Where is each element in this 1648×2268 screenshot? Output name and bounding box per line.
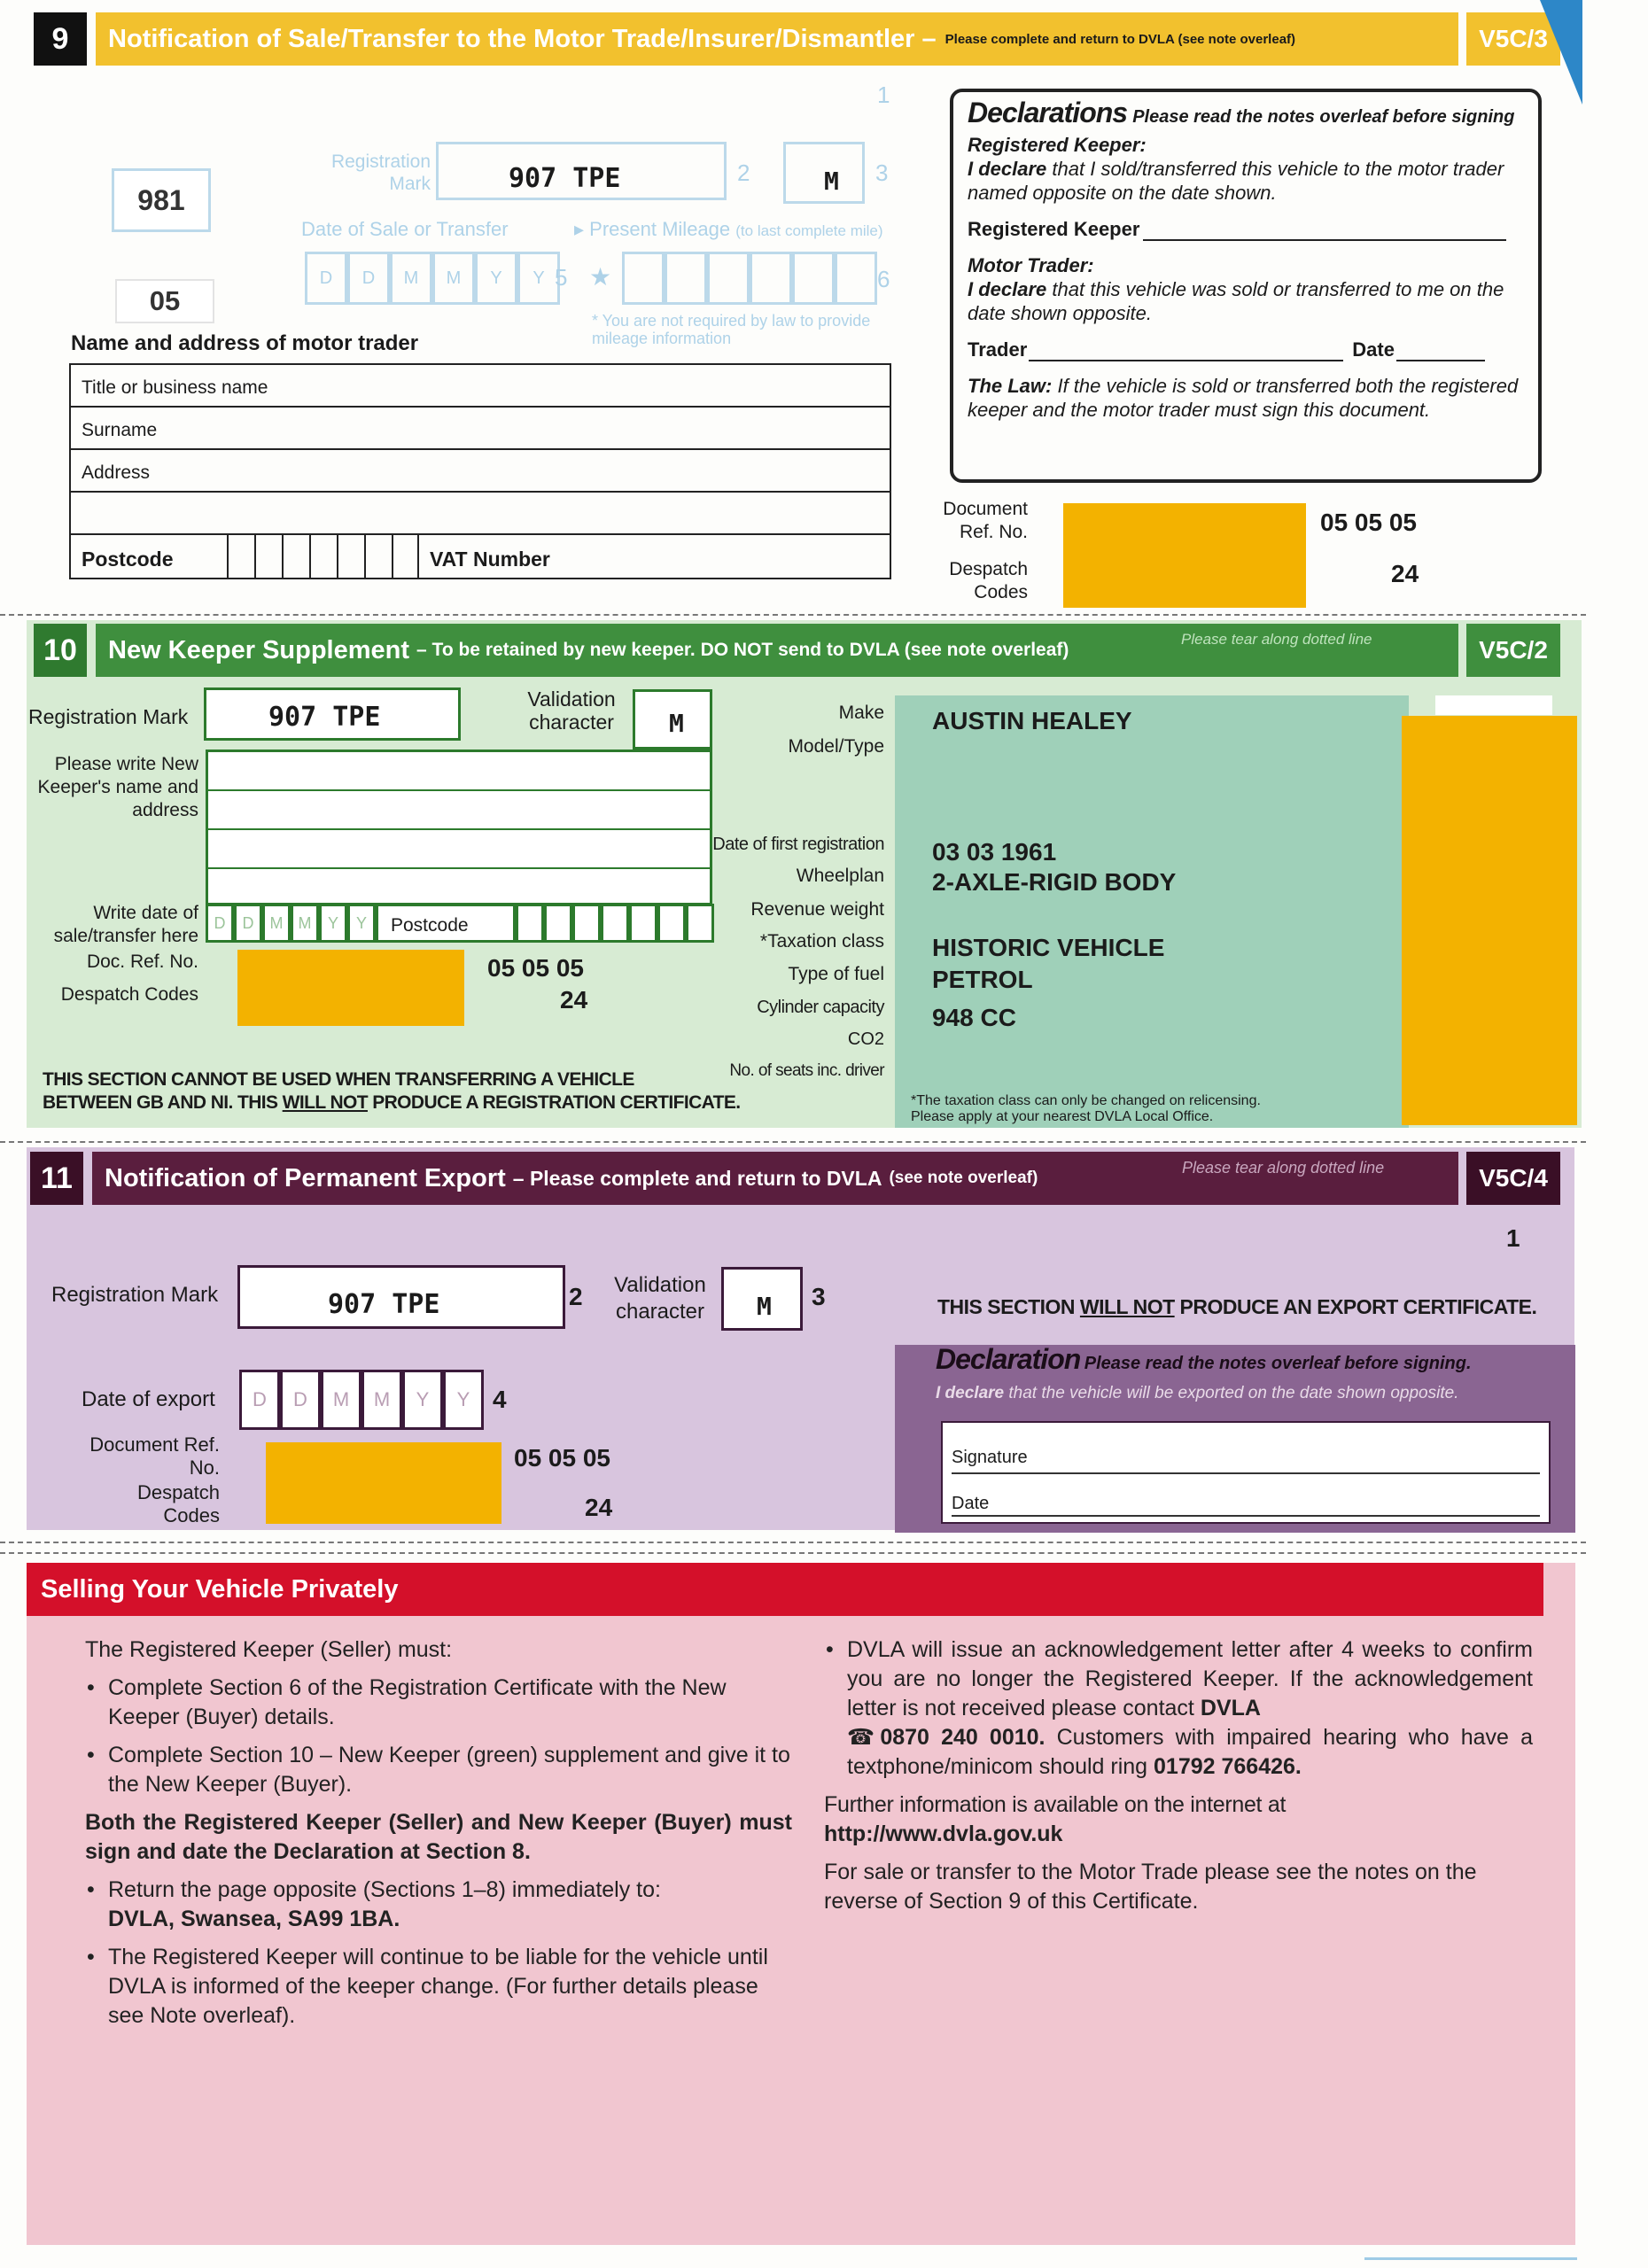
new-keeper-address-box[interactable] — [206, 750, 712, 905]
export-signature-box — [941, 1421, 1551, 1524]
doc-ref-value-10: 05 05 05 — [487, 954, 584, 982]
title-label: Title or business name — [82, 377, 268, 398]
validation-value-9: M — [824, 167, 839, 196]
vehicle-details-panel — [895, 695, 1409, 1128]
further-info: Further information is available on the internet at — [824, 1792, 1287, 1817]
export-y1[interactable]: Y — [402, 1370, 443, 1430]
doc-ref-label-11: Document Ref. No. — [89, 1433, 220, 1479]
despatch-value-9: 24 — [1391, 560, 1419, 587]
rk-declare: I declare — [968, 158, 1047, 180]
selling-both-sign: Both the Registered Keeper (Seller) and New Keeper (Buyer) must sign and date the Declaration at Section 8. — [85, 1810, 792, 1864]
mt-declare-text: that this vehicle was sold or transferred to me on the date shown opposite. — [968, 278, 1504, 324]
postcode-box-10-1[interactable] — [516, 904, 544, 943]
no-cert-will-not: WILL NOT — [1079, 1295, 1175, 1318]
rk-declare-text: that I sold/transferred this vehicle to the motor trader named opposite on the date shown. — [968, 158, 1504, 204]
warning-line-2a: BETWEEN GB AND NI. THIS — [43, 1092, 283, 1113]
date10-d1[interactable]: D — [206, 904, 234, 943]
taxation-class-label: *Taxation class — [759, 931, 884, 951]
transfer-warning — [43, 1068, 741, 1115]
section-11-subtitle2: (see note overleaf) — [889, 1169, 1038, 1187]
postcode-box-10-4[interactable] — [601, 904, 629, 943]
wheelplan-value: 2-AXLE-RIGID BODY — [932, 868, 1177, 896]
dvla-url[interactable]: http://www.dvla.gov.uk — [824, 1821, 1063, 1846]
date10-m1[interactable]: M — [262, 904, 291, 943]
mileage-sub-label: (to last complete mile) — [735, 222, 883, 239]
declarations-box-9 — [950, 89, 1542, 483]
redacted-block-11 — [266, 1442, 501, 1524]
postcode-box-10-2[interactable] — [544, 904, 572, 943]
validation-label-11: Validation character — [614, 1273, 706, 1324]
wheelplan-label: Wheelplan — [796, 866, 884, 886]
motor-trade-note: For sale or transfer to the Motor Trade please see the notes on the reverse of Section 9 of this Certificate. — [824, 1860, 1477, 1914]
doc-ref-label-9: Document Ref. No. — [943, 499, 1028, 542]
section-10-code: V5C/2 — [1466, 624, 1560, 677]
first-reg-value: 03 03 1961 — [932, 838, 1057, 866]
minicom-number: 01792 766426. — [1154, 1754, 1302, 1779]
first-reg-label: Date of first registration — [712, 835, 884, 854]
date-boxes-10[interactable] — [206, 904, 714, 943]
warning-line-2b: PRODUCE A REGISTRATION CERTIFICATE. — [367, 1092, 741, 1113]
date-digit-d2[interactable]: D — [347, 252, 390, 305]
num-2-11: 2 — [569, 1283, 583, 1310]
despatch-value-10: 24 — [560, 986, 588, 1014]
export-y2[interactable]: Y — [443, 1370, 484, 1430]
present-mileage-label: ▸ Present Mileage (to last complete mile) — [574, 218, 883, 240]
date-digit-m1[interactable]: M — [390, 252, 432, 305]
taxation-class-value: HISTORIC VEHICLE — [932, 934, 1165, 961]
trader-table — [69, 363, 891, 579]
doc-ref-label-10: Doc. Ref. No. — [86, 951, 198, 972]
tear-line-2 — [0, 1141, 1586, 1143]
despatch-label-9: Despatch Codes — [949, 559, 1028, 602]
despatch-label-11: Despatch Codes — [137, 1481, 220, 1526]
no-cert-b: PRODUCE AN EXPORT CERTIFICATE. — [1174, 1295, 1537, 1318]
warning-line-1: THIS SECTION CANNOT BE USED WHEN TRANSFERRING A VEHICLE — [43, 1069, 634, 1090]
reg-mark-value-10: 907 TPE — [268, 702, 381, 733]
section-11-header — [92, 1152, 1458, 1205]
validation-label-10: Validation character — [527, 687, 616, 734]
reg-mark-value-9: 907 TPE — [509, 163, 621, 194]
selling-header — [27, 1563, 1543, 1616]
section-9-code: V5C/3 — [1466, 12, 1560, 66]
export-m1[interactable]: M — [321, 1370, 361, 1430]
surname-label: Surname — [82, 420, 158, 440]
date-of-sale-label: Date of Sale or Transfer — [301, 218, 509, 240]
num-3-9: 3 — [875, 159, 889, 186]
signature-label: Signature — [952, 1448, 1028, 1467]
doc-ref-value-11: 05 05 05 — [514, 1444, 610, 1472]
selling-bullet-3 — [85, 1876, 792, 1934]
trader-date-label: Date — [1352, 338, 1395, 361]
bottom-edge-mark — [1364, 2257, 1577, 2260]
selling-bullet-1-text: Complete Section 6 of the Registration Certificate with the New Keeper (Buyer) details. — [108, 1675, 727, 1729]
export-declaration-subtitle: Please read the notes overleaf before signing. — [1084, 1354, 1472, 1373]
postcode-label-10: Postcode — [376, 904, 516, 943]
selling-bullet-4 — [85, 1943, 792, 2031]
rk-sig-label: Registered Keeper — [968, 218, 1140, 240]
trader-title-row[interactable] — [71, 365, 890, 408]
validation-value-11: M — [757, 1292, 772, 1321]
selling-right-column — [824, 1635, 1533, 1925]
phone-icon: ☎ — [847, 1725, 881, 1750]
tear-note-10: Please tear along dotted line — [1181, 631, 1372, 648]
fuel-type-label: Type of fuel — [788, 964, 884, 984]
mt-heading: Motor Trader: — [968, 254, 1094, 276]
export-declaration-title: Declaration — [936, 1343, 1081, 1375]
reg-mark-label-10: Registration Mark — [28, 705, 189, 728]
date-of-sale-boxes[interactable] — [305, 252, 560, 305]
new-keeper-label: Please write New Keeper's name and address — [37, 754, 198, 820]
taxation-note — [911, 1093, 1261, 1125]
export-m2[interactable]: M — [361, 1370, 402, 1430]
signature-line[interactable] — [952, 1472, 1540, 1474]
make-value: AUSTIN HEALEY — [932, 707, 1132, 734]
date-export-boxes[interactable] — [239, 1370, 484, 1430]
trader-address-row-2[interactable] — [71, 493, 890, 535]
section-9-ghost-1: 1 — [877, 82, 890, 108]
ack-letter-text: DVLA will issue an acknowledgement letter after 4 weeks to confirm you are no longer the Registered Keeper. If the acknowledgement letter is not received please contact — [847, 1637, 1533, 1720]
cylinder-label: Cylinder capacity — [757, 998, 884, 1017]
despatch-value-11: 24 — [585, 1494, 613, 1521]
section-11-page-num: 1 — [1506, 1224, 1520, 1252]
law-heading: The Law: — [968, 375, 1053, 397]
fuel-type-value: PETROL — [932, 966, 1033, 993]
trader-surname-row[interactable] — [71, 408, 890, 450]
co2-label: CO2 — [847, 1029, 884, 1049]
reg-mark-value-11: 907 TPE — [328, 1289, 440, 1320]
postcode-box-10-3[interactable] — [572, 904, 601, 943]
minicom-text: Customers with impaired hearing who have a textphone/minicom should ring — [847, 1725, 1533, 1779]
date10-d2[interactable]: D — [234, 904, 262, 943]
no-export-cert-note — [937, 1295, 1536, 1319]
tear-line-4 — [0, 1552, 1586, 1554]
section-10-header — [96, 624, 1458, 677]
trader-heading: Name and address of motor trader — [71, 331, 419, 355]
selling-right-bullet — [824, 1635, 1533, 1782]
selling-intro: The Registered Keeper (Seller) must: — [85, 1637, 453, 1662]
model-label: Model/Type — [788, 736, 884, 757]
trader-sig-label: Trader — [968, 338, 1028, 361]
export-date-line[interactable] — [952, 1515, 1540, 1517]
section-9-number: 9 — [34, 12, 87, 66]
revenue-weight-label: Revenue weight — [750, 899, 884, 920]
box-05: 05 — [115, 279, 214, 323]
date10-y2[interactable]: Y — [347, 904, 376, 943]
tax-note-1: *The taxation class can only be changed on relicensing. — [911, 1093, 1261, 1108]
selling-title: Selling Your Vehicle Privately — [41, 1574, 399, 1604]
dvla-address: DVLA, Swansea, SA99 1BA. — [108, 1907, 400, 1931]
make-label: Make — [838, 703, 884, 723]
section-11-number: 11 — [30, 1152, 83, 1205]
date10-y1[interactable]: Y — [319, 904, 347, 943]
postcode-box-10-5[interactable] — [629, 904, 657, 943]
section-11-subtitle: – Please complete and return to DVLA — [512, 1166, 882, 1190]
reg-mark-label-11: Registration Mark — [51, 1283, 219, 1307]
selling-bullet-3-text: Return the page opposite (Sections 1–8) immediately to: — [108, 1877, 661, 1902]
date-digit-d1[interactable]: D — [305, 252, 347, 305]
export-declare-text: that the vehicle will be exported on the date shown opposite. — [1008, 1384, 1459, 1402]
redacted-block-9 — [1063, 503, 1306, 608]
selling-bullet-1 — [85, 1674, 792, 1732]
date10-m2[interactable]: M — [291, 904, 319, 943]
redacted-block-10-right — [1402, 716, 1577, 1125]
mt-declare: I declare — [968, 278, 1047, 300]
section-11-code: V5C/4 — [1466, 1152, 1560, 1205]
dvla-contact: DVLA — [1200, 1696, 1261, 1720]
section-11-title: Notification of Permanent Export — [105, 1163, 506, 1192]
doc-ref-value-9: 05 05 05 — [1320, 509, 1417, 536]
export-date-label: Date — [952, 1494, 990, 1513]
date-digit-m2[interactable]: M — [432, 252, 475, 305]
declarations-subtitle: Please read the notes overleaf before signing — [1132, 107, 1515, 127]
selling-bullet-2-text: Complete Section 10 – New Keeper (green) supplement and give it to the New Keeper (Buyer). — [108, 1743, 790, 1797]
reg-mark-label-9: Registration Mark — [330, 151, 431, 194]
tear-note-11: Please tear along dotted line — [1182, 1159, 1385, 1177]
export-declare-i: I declare — [936, 1384, 1005, 1402]
selling-bullet-2 — [85, 1741, 792, 1799]
mileage-label-text: Present Mileage — [589, 218, 731, 240]
postcode-boxes-9[interactable] — [227, 535, 419, 578]
section-9-title: Notification of Sale/Transfer to the Motor Trade/Insurer/Dismantler – — [108, 24, 937, 53]
law-text: If the vehicle is sold or transferred both the registered keeper and the motor trader must sign this document. — [968, 375, 1519, 421]
export-declaration-title-row — [936, 1343, 1472, 1376]
num-3-11: 3 — [812, 1283, 826, 1310]
trader-date-line[interactable] — [1396, 360, 1485, 361]
num-2-9: 2 — [737, 159, 750, 186]
section-9-subtitle: Please complete and return to DVLA (see note overleaf) — [944, 31, 1296, 47]
mileage-note: * You are not required by law to provide mileage information — [592, 312, 871, 347]
white-tab — [1435, 695, 1552, 715]
validation-value-10: M — [669, 709, 684, 738]
asterisk-icon: ★ — [589, 263, 612, 291]
tear-line-3 — [0, 1542, 1586, 1543]
corner-triangle-icon — [1540, 0, 1582, 105]
postcode-label-9: Postcode — [82, 548, 174, 571]
mileage-boxes[interactable] — [622, 252, 877, 305]
export-d2[interactable]: D — [280, 1370, 321, 1430]
rk-signature-line[interactable] — [1143, 239, 1506, 241]
seats-label: No. of seats inc. driver — [729, 1061, 884, 1080]
dvla-phone: 0870 240 0010. — [880, 1725, 1046, 1750]
trader-address-row[interactable] — [71, 450, 890, 493]
no-cert-a: THIS SECTION — [937, 1295, 1080, 1318]
despatch-label-10: Despatch Codes — [60, 984, 198, 1005]
declarations-title: Declarations — [968, 97, 1128, 128]
section-10-title: New Keeper Supplement — [108, 635, 410, 664]
section-10-number: 10 — [34, 624, 87, 677]
warning-will-not: WILL NOT — [282, 1092, 368, 1113]
date-of-export-label: Date of export — [82, 1387, 215, 1411]
address-label: Address — [82, 462, 151, 483]
selling-bullet-4-text: The Registered Keeper will continue to be liable for the vehicle until DVLA is informed of the keeper change. (For further details please see Note overleaf). — [108, 1945, 768, 2028]
cylinder-value: 948 CC — [932, 1004, 1016, 1031]
date-sale-label-10: Write date of sale/transfer here — [53, 903, 198, 946]
export-declare-line — [936, 1384, 1458, 1403]
vat-label: VAT Number — [430, 548, 550, 571]
selling-left-column — [85, 1635, 792, 2039]
export-d1[interactable]: D — [239, 1370, 280, 1430]
redacted-block-10 — [237, 950, 464, 1026]
tear-line-1 — [0, 614, 1586, 616]
trader-signature-line[interactable] — [1029, 360, 1343, 361]
num-6-9: 6 — [877, 266, 890, 292]
trader-postcode-row — [71, 535, 890, 578]
section-10-subtitle: – To be retained by new keeper. DO NOT send to DVLA (see note overleaf) — [416, 640, 1069, 660]
rk-heading: Registered Keeper: — [968, 134, 1147, 156]
num-4-11: 4 — [493, 1386, 507, 1413]
section-9-header — [96, 12, 1458, 66]
num-5-9: 5 — [555, 264, 568, 291]
box-981: 981 — [112, 168, 211, 232]
date-digit-y1[interactable]: Y — [475, 252, 517, 305]
date-digit-y2[interactable]: Y — [517, 252, 560, 305]
tax-note-2: Please apply at your nearest DVLA Local Office. — [911, 1109, 1214, 1124]
